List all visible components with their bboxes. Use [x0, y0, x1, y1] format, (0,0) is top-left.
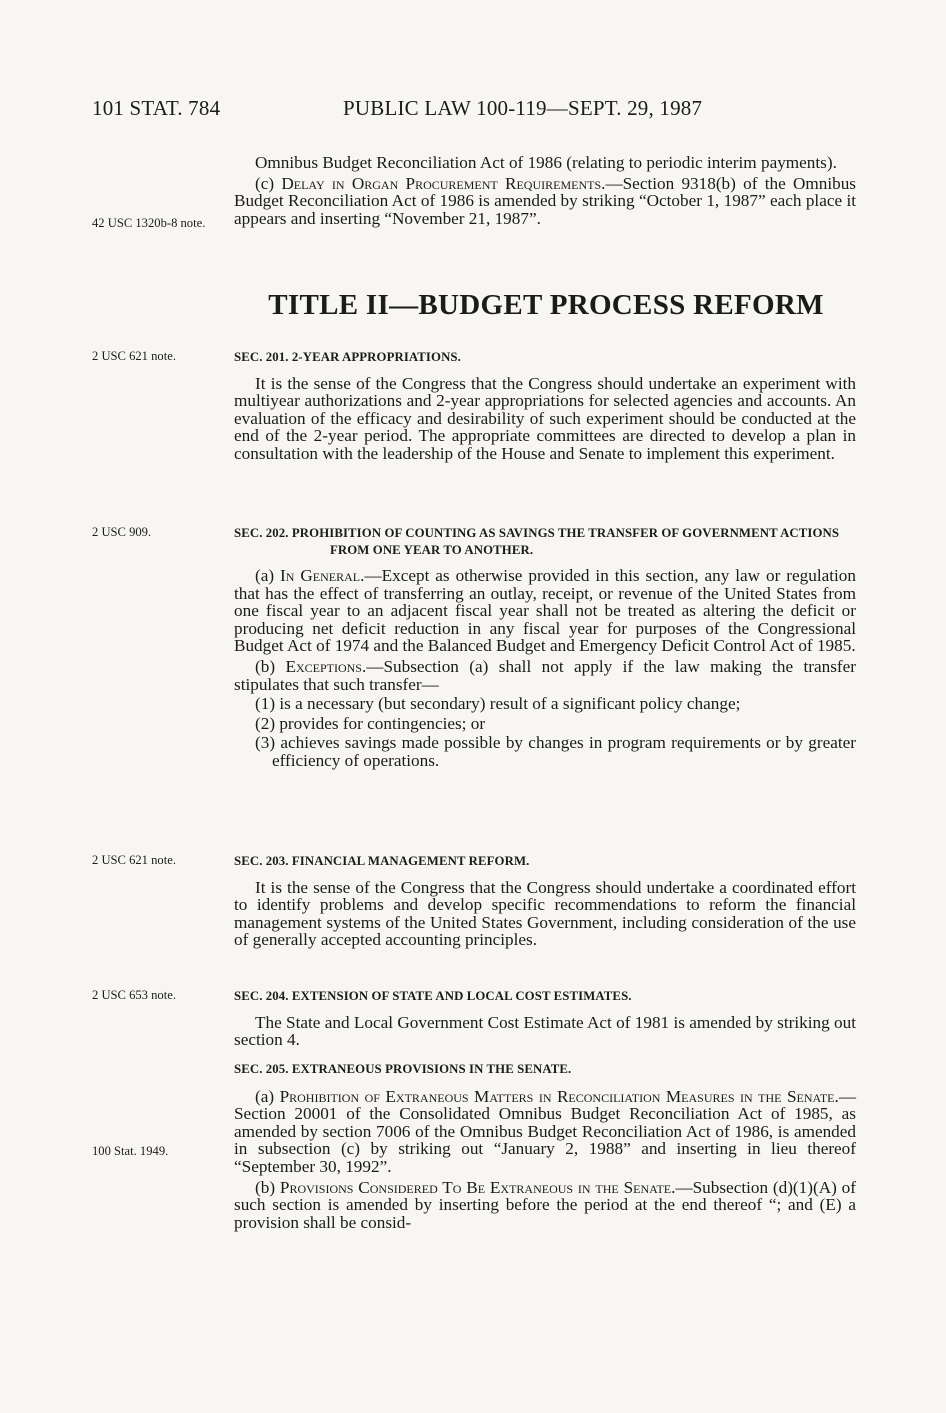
subsection-text: —Section 20001 of the Consolidated Omnibus Budget Reconciliation Act of 1985, as amended by section 7006 of the Omnibus Budget Reconciliation Act of 1986, is amended in subsection (c) by striking out “January 2, 1988” and inserting in lieu thereof “September 30, 1992”. — [234, 1086, 856, 1176]
subsection-a — [234, 1088, 856, 1176]
section-paragraph: The State and Local Government Cost Estimate Act of 1981 is amended by striking out section 4. — [234, 1012, 856, 1050]
section-202 — [234, 525, 856, 770]
section-201 — [234, 349, 856, 463]
subsection-label: (a) — [255, 1086, 280, 1106]
paragraph-heading: Delay in Organ Procurement Requirements. — [281, 173, 606, 193]
margin-note: 100 Stat. 1949. — [92, 1144, 169, 1158]
margin-note: 2 USC 909. — [92, 525, 152, 539]
subsection-a — [234, 567, 856, 655]
subsection-heading: Provisions Considered To Be Extraneous in the Senate. — [279, 1177, 676, 1197]
subsection-b — [234, 1179, 856, 1232]
subsection-label: (b) — [255, 656, 286, 676]
margin-note: 2 USC 653 note. — [92, 988, 176, 1002]
margin-note: 2 USC 621 note. — [92, 349, 176, 363]
subsection-text: —Except as otherwise provided in this section, any law or regulation that has the effect of transferring an outlay, receipt, or revenue of the United States from one fiscal year to an adjacent fiscal year shall not be treated as altering the deficit or producing net deficit reduction in any fiscal year for purposes of the Congressional Budget Act of 1974 and the Balanced Budget and Emergency Deficit Control Act of 1985. — [234, 566, 856, 656]
paragraph-c — [234, 175, 856, 228]
subsection-label: (b) — [255, 1177, 280, 1197]
section-paragraph: It is the sense of the Congress that the Congress should undertake a coordinated effort to identify problems and develop specific recommendations to reform the financial management systems of the United States Government, including consideration of the use of generally accepted accounting principles. — [234, 877, 856, 950]
page-number: 101 STAT. 784 — [92, 96, 221, 120]
margin-note: 42 USC 1320b-8 note. — [92, 216, 206, 230]
paragraph-text: —Section 9318(b) of the Omnibus Budget Reconciliation Act of 1986 is amended by striking “October 1, 1987” each place it appears and inserting “November 21, 1987”. — [234, 173, 856, 228]
continuation-paragraph: Omnibus Budget Reconciliation Act of 1986 (relating to periodic interim payments). — [255, 153, 837, 172]
section-203 — [234, 853, 856, 949]
section-205 — [234, 1061, 856, 1231]
paragraph-label: (c) — [255, 173, 282, 193]
section-heading: SEC. 205. EXTRANEOUS PROVISIONS IN THE SENATE. — [234, 1062, 572, 1076]
subsection-b — [234, 658, 856, 693]
section-heading: SEC. 202. PROHIBITION OF COUNTING AS SAVINGS THE TRANSFER OF GOVERNMENT ACTIONS FROM ONE YEAR TO ANOTHER. — [234, 526, 840, 557]
list-item: (1) is a necessary (but secondary) result of a significant policy change; — [255, 694, 741, 714]
list-item: (3) achieves savings made possible by changes in program requirements or by greater efficiency of operations. — [255, 733, 856, 770]
section-heading: SEC. 204. EXTENSION OF STATE AND LOCAL COST ESTIMATES. — [234, 989, 632, 1003]
subsection-text: —Subsection (a) shall not apply if the law making the transfer stipulates that such transfer— — [234, 656, 856, 694]
subsection-heading: In General. — [280, 566, 365, 585]
subsection-text: —Subsection (d)(1)(A) of such section is amended by inserting before the period at the end thereof “; and (E) a provision shall be consid- — [234, 1177, 856, 1232]
list-item: (2) provides for contingencies; or — [255, 713, 486, 733]
section-204 — [234, 988, 856, 1049]
section-heading: SEC. 203. FINANCIAL MANAGEMENT REFORM. — [234, 854, 530, 868]
subsection-heading: Exceptions. — [285, 656, 367, 676]
subsection-label: (a) — [255, 566, 281, 585]
section-heading: SEC. 201. 2-YEAR APPROPRIATIONS. — [234, 350, 461, 364]
running-header: PUBLIC LAW 100-119—SEPT. 29, 1987 — [343, 96, 703, 120]
title-heading: TITLE II—BUDGET PROCESS REFORM — [268, 289, 824, 321]
continuation-block — [234, 154, 856, 227]
margin-note: 2 USC 621 note. — [92, 853, 176, 867]
subsection-heading: Prohibition of Extraneous Matters in Reconciliation Measures in the Senate. — [279, 1086, 839, 1106]
section-paragraph: It is the sense of the Congress that the Congress should undertake an experiment with multiyear authorizations and 2-year appropriations for selected agencies and accounts. An evaluation of the efficacy and desirability of such experiment should be conducted at the end of the 2-year period. The appropriate committees are directed to develop a plan in consultation with the leadership of the House and Senate to implement this experiment. — [234, 373, 856, 463]
